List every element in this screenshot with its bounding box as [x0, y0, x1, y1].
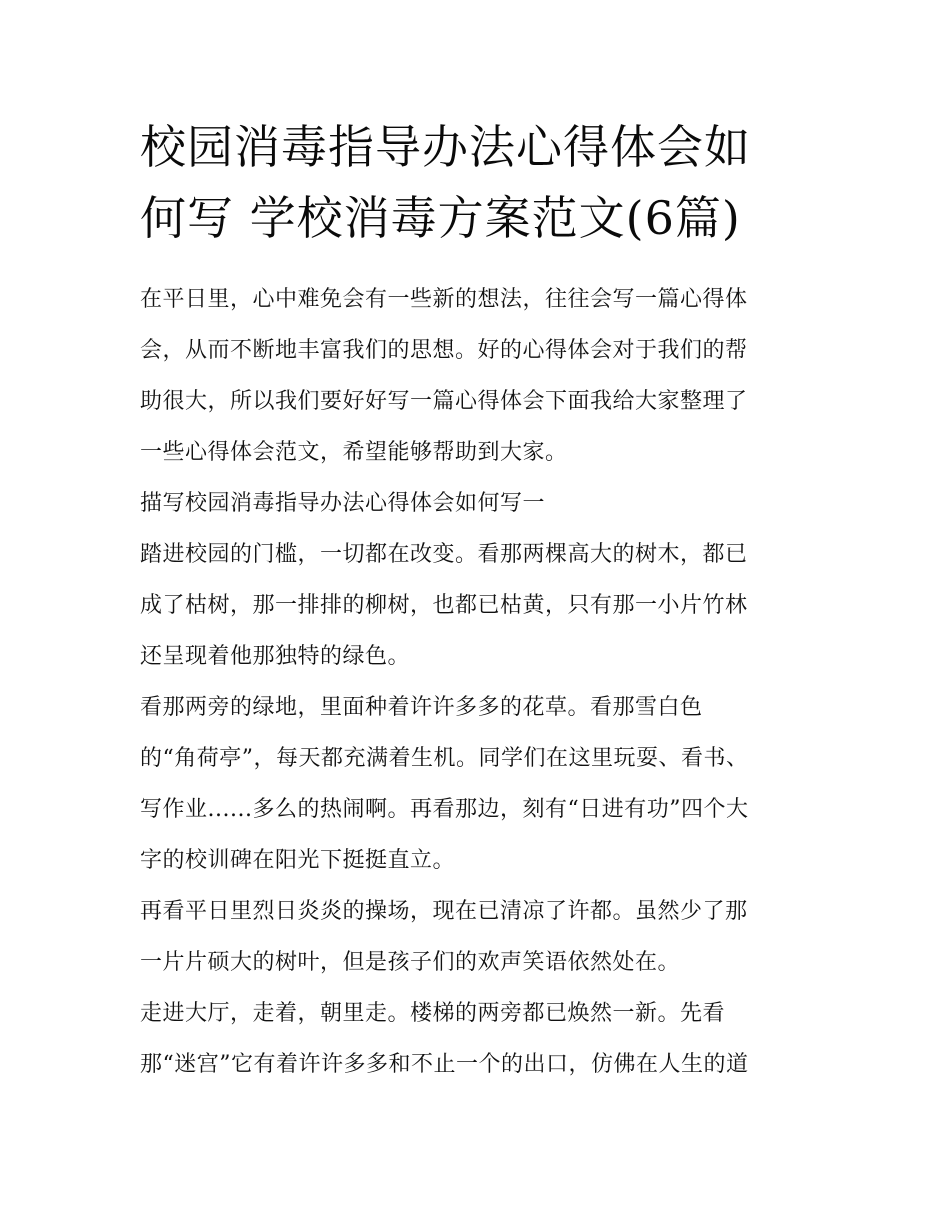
section-heading	[140, 478, 812, 529]
text-line: 会，从而不断地丰富我们的思想。好的心得体会对于我们的帮	[140, 338, 748, 363]
paragraph-playground	[140, 886, 812, 988]
text-line: 的“角荷亭”，每天都充满着生机。同学们在这里玩耍、看书、	[140, 746, 749, 771]
text-line: 还呈现着他那独特的绿色。	[140, 644, 411, 669]
document-title	[140, 112, 812, 254]
paragraph-intro	[140, 274, 812, 478]
title-line: 校园消毒指导办法心得体会如	[140, 120, 751, 174]
text-line: 字的校训碑在阳光下挺挺直立。	[140, 848, 456, 873]
text-line: 看那两旁的绿地，里面种着许许多多的花草。看那雪白色	[140, 695, 703, 720]
text-line: 走进大厅，走着，朝里走。楼梯的两旁都已焕然一新。先看	[140, 1001, 726, 1026]
paragraph-hall	[140, 988, 812, 1090]
paragraph-campus-entrance	[140, 529, 812, 682]
text-line: 助很大，所以我们要好好写一篇心得体会下面我给大家整理了	[140, 389, 748, 414]
text-line: 成了枯树，那一排排的柳树，也都已枯黄，只有那一小片竹林	[140, 593, 748, 618]
text-line: 踏进校园的门槛，一切都在改变。看那两棵高大的树木，都已	[140, 542, 748, 567]
text-line: 一些心得体会范文，希望能够帮助到大家。	[140, 440, 568, 465]
text-line: 再看平日里烈日炎炎的操场，现在已清凉了许都。虽然少了那	[140, 899, 748, 924]
title-line: 何写 学校消毒方案范文(6篇)	[140, 191, 741, 245]
text-line: 描写校园消毒指导办法心得体会如何写一	[140, 491, 546, 516]
text-line: 那“迷宫”它有着许许多多和不止一个的出口，仿佛在人生的道	[140, 1052, 749, 1077]
text-line: 在平日里，心中难免会有一些新的想法，往往会写一篇心得体	[140, 287, 748, 312]
document-body	[140, 274, 812, 1090]
text-line: 一片片硕大的树叶，但是孩子们的欢声笑语依然处在。	[140, 950, 681, 975]
document-page	[140, 112, 812, 1090]
paragraph-green-area	[140, 682, 812, 886]
text-line: 写作业......多么的热闹啊。再看那边，刻有“日进有功”四个大	[140, 797, 749, 822]
